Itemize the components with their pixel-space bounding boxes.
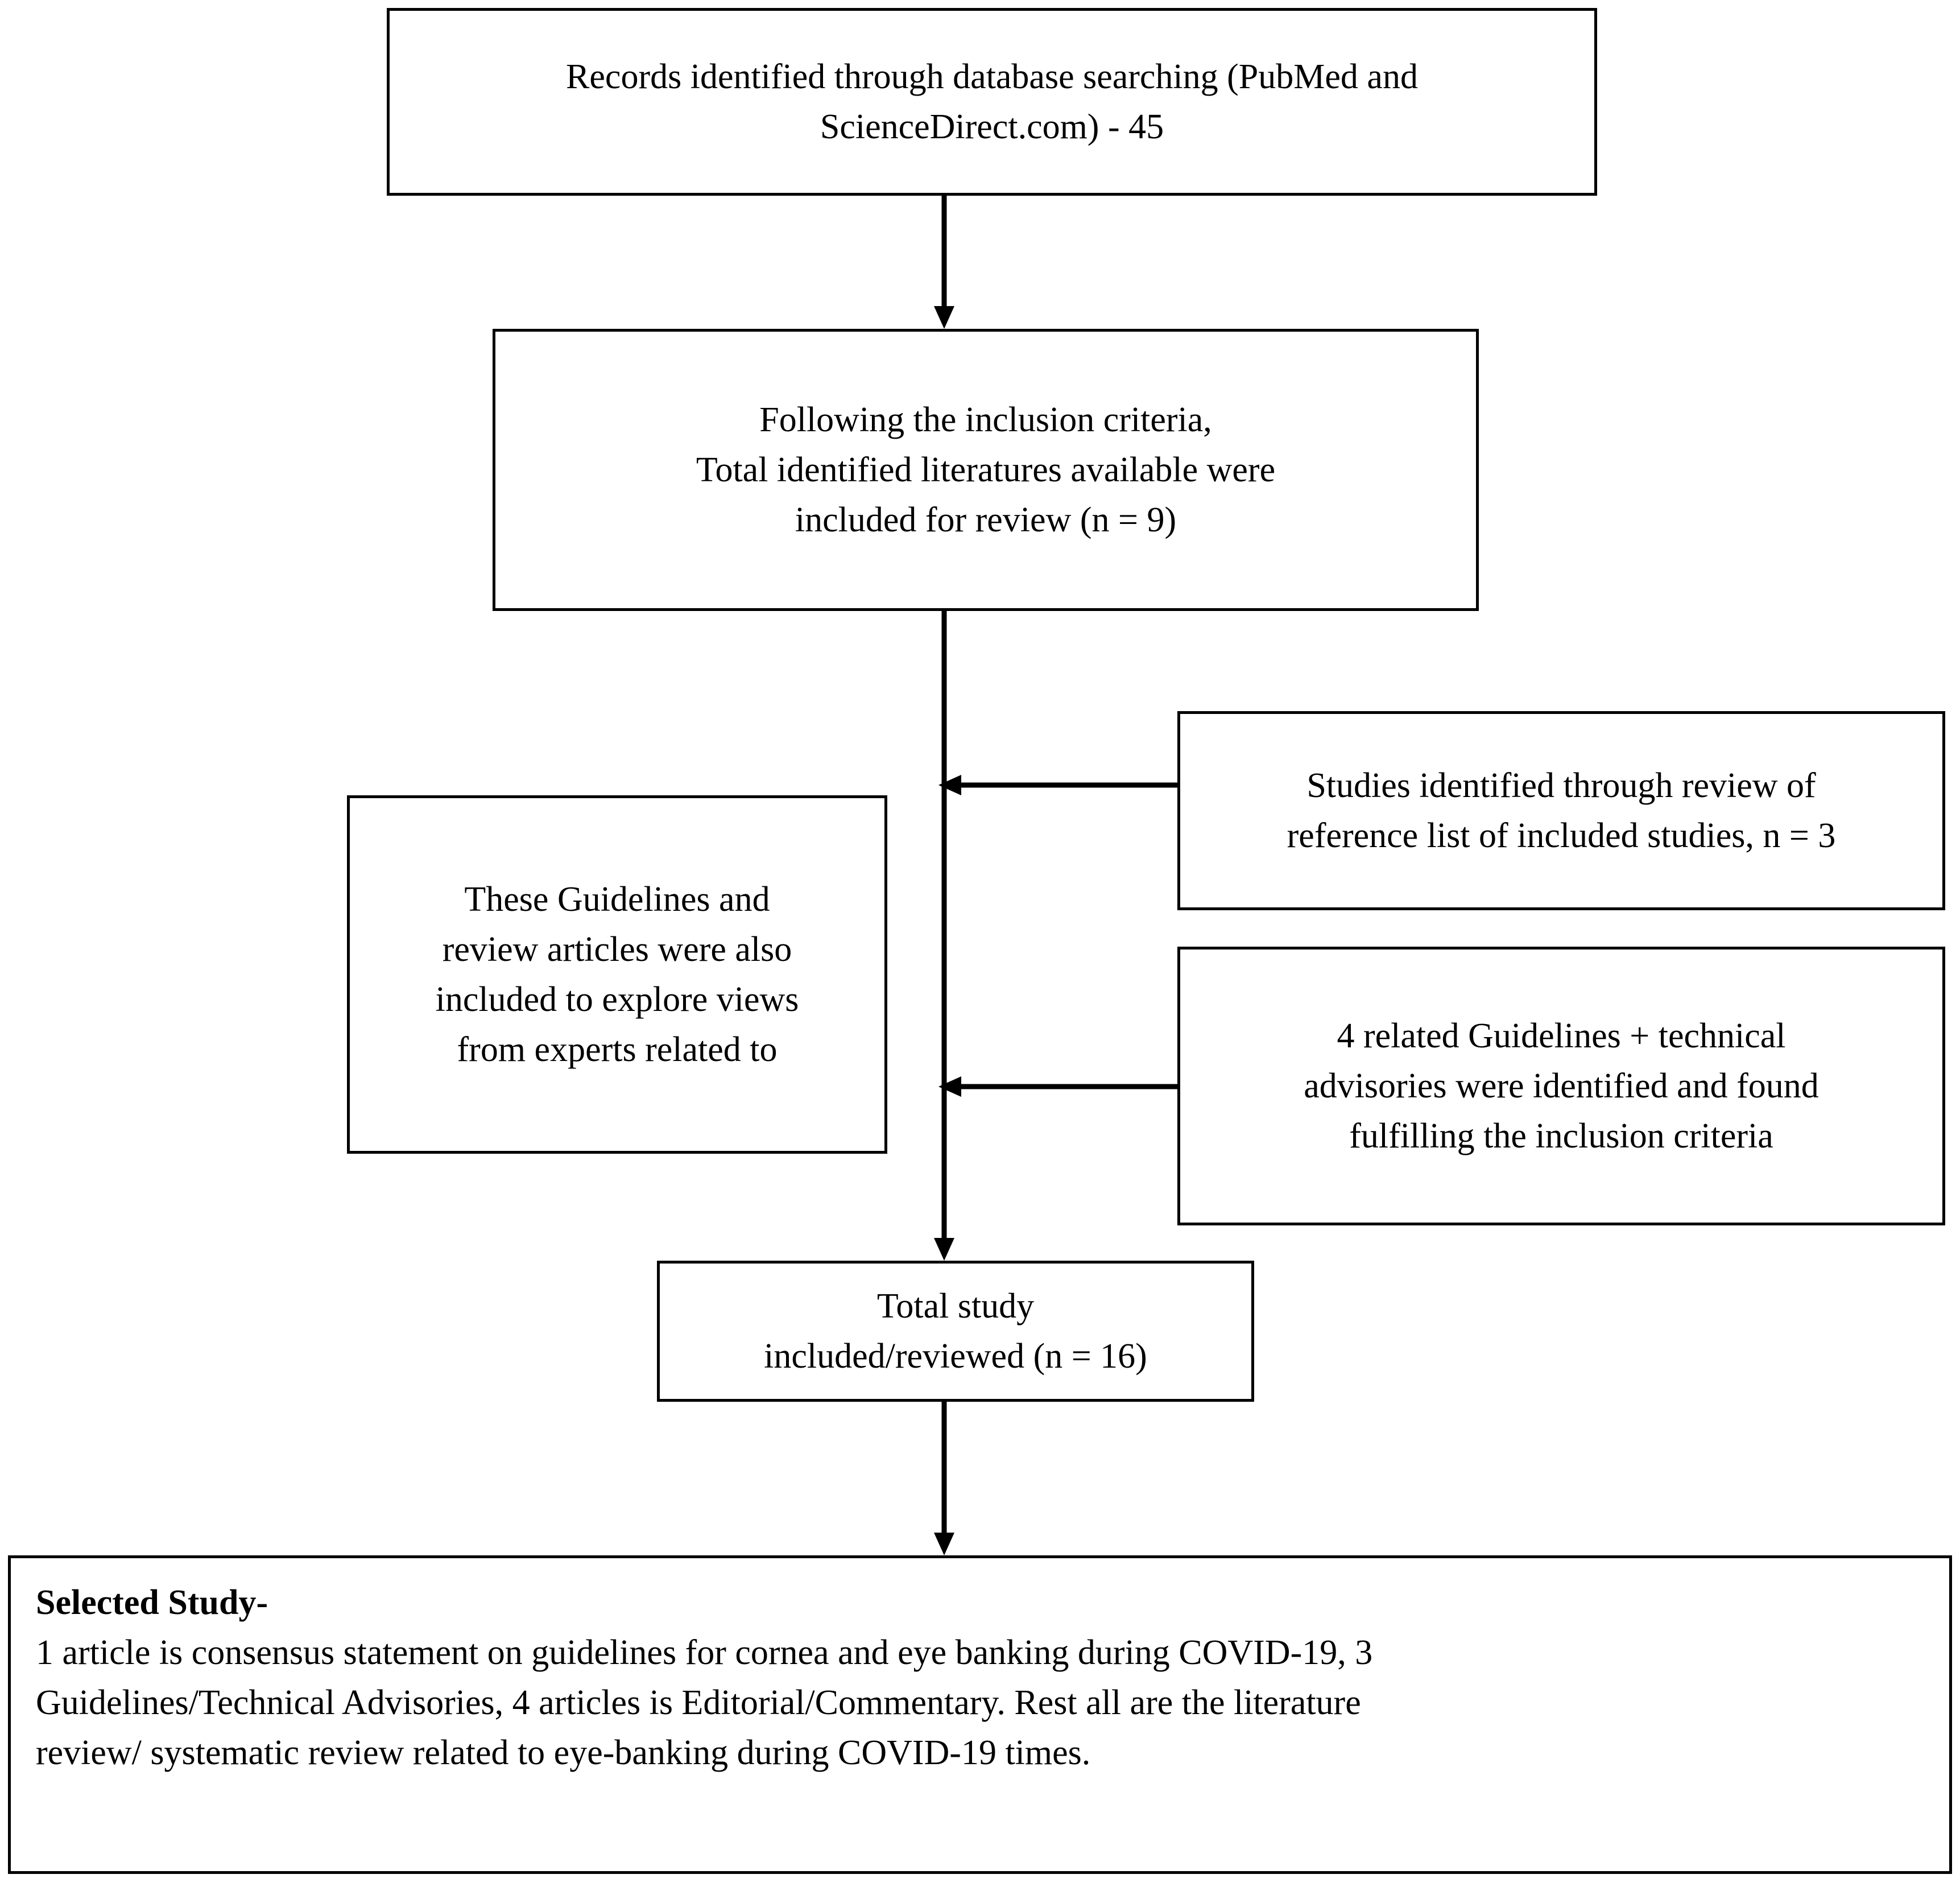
box-guidelines-review-articles-line-3: included to explore views [435,980,799,1019]
arrow-records-to-inclusion [933,196,956,329]
box-records-identified-line-1: Records identified through database searching (PubMed and [566,57,1418,96]
box-inclusion-criteria [493,329,1479,611]
box-total-study-included-line-1: Total study [876,1286,1035,1326]
box-guidelines-review-articles-line-4: from experts related to [457,1030,778,1070]
box-selected-study-line-2: Guidelines/Technical Advisories, 4 articles is Editorial/Commentary. Rest all are the literature [36,1683,1361,1723]
box-selected-study-line-1: 1 article is consensus statement on guidelines for cornea and eye banking during COVID-19, 3 [36,1633,1373,1673]
arrow-inclusion-to-total [933,611,956,1261]
box-related-guidelines-advisories-line-3: fulfilling the inclusion criteria [1349,1117,1773,1156]
box-records-identified-line-2: ScienceDirect.com) - 45 [820,108,1164,146]
arrow-advisories-to-spine [938,1075,1180,1098]
box-related-guidelines-advisories [1177,947,1945,1225]
box-total-study-included [657,1261,1254,1402]
box-selected-study [8,1555,1952,1874]
box-reference-list-studies [1177,711,1945,910]
box-reference-list-studies-line-2: reference list of included studies, n = 3 [1287,816,1836,855]
arrow-reference-list-to-spine [938,774,1180,796]
box-total-study-included-line-2: included/reviewed (n = 16) [764,1337,1147,1376]
box-selected-study-heading: Selected Study- [36,1583,268,1622]
box-selected-study-line-3: review/ systematic review related to eye-banking during COVID-19 times. [36,1733,1091,1773]
box-guidelines-review-articles [347,795,887,1154]
box-inclusion-criteria-line-2: Total identified literatures available were [696,450,1276,489]
box-records-identified [387,8,1597,196]
box-inclusion-criteria-line-3: included for review (n = 9) [795,501,1177,540]
arrow-total-to-selected [933,1402,956,1555]
box-inclusion-criteria-line-1: Following the inclusion criteria, [759,400,1212,439]
box-related-guidelines-advisories-line-2: advisories were identified and found [1304,1066,1819,1105]
box-related-guidelines-advisories-line-1: 4 related Guidelines + technical [1337,1016,1786,1055]
box-guidelines-review-articles-line-1: These Guidelines and [464,880,770,919]
box-reference-list-studies-line-1: Studies identified through review of [1306,766,1816,805]
box-guidelines-review-articles-line-2: review articles were also [442,930,792,969]
